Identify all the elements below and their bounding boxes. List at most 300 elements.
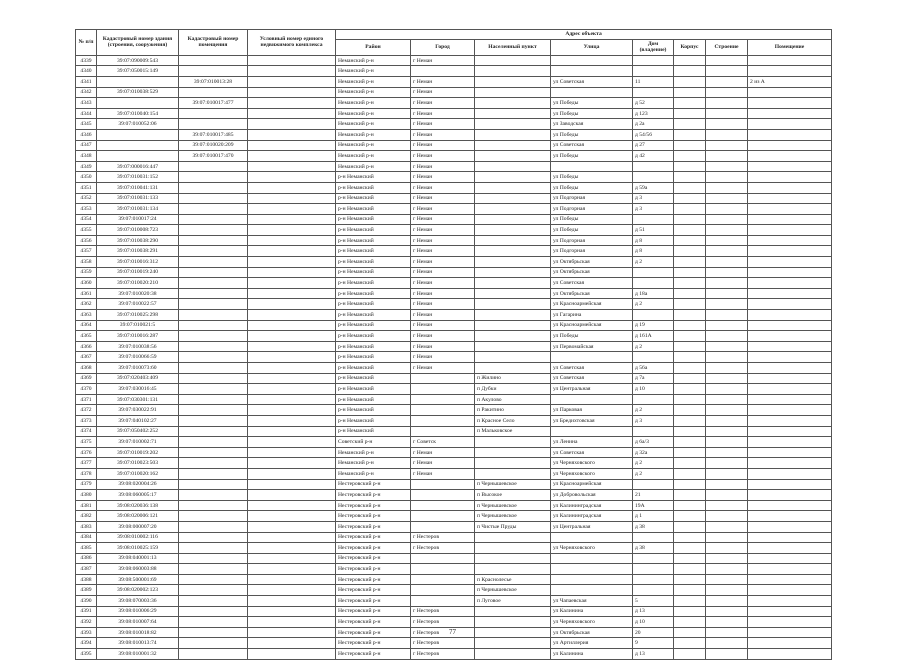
cell-city: г Неман [411, 193, 475, 204]
cell-row-num: 4367 [76, 352, 97, 363]
cell-locality [475, 66, 551, 77]
cell-district: р-н Неманский [336, 246, 411, 257]
cell-korpus [674, 108, 706, 119]
cell-city [411, 426, 475, 437]
cell-cad-room-number [179, 257, 248, 268]
cell-locality: п Чернышевское [475, 511, 551, 522]
cell-pomeshchenie [748, 384, 832, 395]
table-row [76, 479, 832, 490]
cell-street [551, 55, 633, 66]
cell-pomeshchenie [748, 606, 832, 617]
cell-row-num: 4377 [76, 458, 97, 469]
cell-street: ул Чапаевская [551, 596, 633, 607]
col-header-address: Адрес объекта [336, 30, 832, 40]
cell-korpus [674, 521, 706, 532]
cell-locality [475, 606, 551, 617]
table-row [76, 310, 832, 321]
cell-stroenie [706, 246, 748, 257]
cell-korpus [674, 320, 706, 331]
cell-cad-building-number: 39:07:010019:240 [97, 267, 179, 278]
cell-pomeshchenie [748, 225, 832, 236]
cell-cad-building-number: 39:07:010038:291 [97, 246, 179, 257]
cell-cad-room-number [179, 288, 248, 299]
cell-district: Нестеровский р-н [336, 490, 411, 501]
cell-city: г Неман [411, 363, 475, 374]
table-row [76, 468, 832, 479]
cell-house: д 27 [633, 140, 674, 151]
table-row [76, 384, 832, 395]
cell-street [551, 352, 633, 363]
cell-cad-building-number: 39:07:010019:202 [97, 447, 179, 458]
cell-district: Нестеровский р-н [336, 585, 411, 596]
cell-cad-room-number [179, 606, 248, 617]
cell-city: г Нестеров [411, 606, 475, 617]
cell-korpus [674, 140, 706, 151]
cell-korpus [674, 119, 706, 130]
cell-row-num: 4387 [76, 564, 97, 575]
cell-cad-building-number [97, 76, 179, 87]
cell-stroenie [706, 320, 748, 331]
table-row [76, 352, 832, 363]
table-row [76, 182, 832, 193]
col-header-district: Район [336, 39, 411, 55]
cell-house [633, 172, 674, 183]
cell-district: Неманский р-н [336, 129, 411, 140]
cell-korpus [674, 193, 706, 204]
cell-city: г Неман [411, 246, 475, 257]
cell-house: 21 [633, 490, 674, 501]
cell-district: Неманский р-н [336, 151, 411, 162]
cell-locality [475, 299, 551, 310]
cell-cond-number [248, 415, 336, 426]
cell-cad-building-number: 39:07:030301:131 [97, 394, 179, 405]
cell-house: д 161А [633, 331, 674, 342]
cell-cad-building-number: 39:07:010038:56 [97, 341, 179, 352]
cell-city [411, 66, 475, 77]
cell-pomeshchenie [748, 363, 832, 374]
cell-house: д 3 [633, 415, 674, 426]
cell-stroenie [706, 363, 748, 374]
cell-cond-number [248, 331, 336, 342]
cell-district: р-н Неманский [336, 267, 411, 278]
cell-city: г Нестеров [411, 543, 475, 554]
cell-house [633, 426, 674, 437]
cell-street: ул Октябрьская [551, 257, 633, 268]
cell-cond-number [248, 235, 336, 246]
cell-locality [475, 235, 551, 246]
cell-city: г Неман [411, 129, 475, 140]
table-row [76, 553, 832, 564]
cell-street [551, 553, 633, 564]
cell-cad-room-number [179, 479, 248, 490]
cell-row-num: 4365 [76, 331, 97, 342]
cell-korpus [674, 606, 706, 617]
cell-district: Нестеровский р-н [336, 479, 411, 490]
cell-cad-building-number: 39:07:050402:252 [97, 426, 179, 437]
cell-district: р-н Неманский [336, 288, 411, 299]
cell-korpus [674, 564, 706, 575]
cell-cond-number [248, 564, 336, 575]
cell-district: Неманский р-н [336, 447, 411, 458]
cell-pomeshchenie [748, 585, 832, 596]
cell-stroenie [706, 447, 748, 458]
cell-street: ул Победы [551, 172, 633, 183]
cell-cad-building-number [97, 98, 179, 109]
cell-stroenie [706, 574, 748, 585]
cell-pomeshchenie [748, 490, 832, 501]
col-header-street: Улица [551, 39, 633, 55]
cell-cond-number [248, 479, 336, 490]
cell-pomeshchenie [748, 458, 832, 469]
cell-pomeshchenie [748, 437, 832, 448]
table-row [76, 415, 832, 426]
cell-street: ул Советская [551, 373, 633, 384]
cell-street: ул Парковая [551, 405, 633, 416]
cell-locality: п Чернышевское [475, 585, 551, 596]
table-row [76, 363, 832, 374]
cell-street: ул Победы [551, 98, 633, 109]
cell-stroenie [706, 225, 748, 236]
cell-district: р-н Неманский [336, 341, 411, 352]
cell-cond-number [248, 521, 336, 532]
cell-street: ул Черняховского [551, 468, 633, 479]
cell-district: р-н Неманский [336, 384, 411, 395]
cell-city: г Неман [411, 172, 475, 183]
col-header-locality: Населенный пункт [475, 39, 551, 55]
cell-cond-number [248, 278, 336, 289]
cell-city: г Неман [411, 182, 475, 193]
table-row [76, 299, 832, 310]
cell-city [411, 405, 475, 416]
cell-city [411, 415, 475, 426]
cell-city: г Неман [411, 235, 475, 246]
cell-house: д 10 [633, 617, 674, 628]
cell-cad-room-number [179, 352, 248, 363]
table-row [76, 543, 832, 554]
col-header-korpus: Корпус [674, 39, 706, 55]
cell-stroenie [706, 267, 748, 278]
cell-cond-number [248, 596, 336, 607]
cell-korpus [674, 98, 706, 109]
cell-cad-room-number [179, 564, 248, 575]
cell-house: 20 [633, 627, 674, 638]
cell-house [633, 310, 674, 321]
cell-cad-building-number: 39:08:020006:121 [97, 511, 179, 522]
cell-pomeshchenie [748, 278, 832, 289]
cell-row-num: 4343 [76, 98, 97, 109]
cell-korpus [674, 574, 706, 585]
cell-cad-building-number: 39:08:020036:138 [97, 500, 179, 511]
table-row [76, 596, 832, 607]
cell-district: р-н Неманский [336, 394, 411, 405]
cell-cond-number [248, 532, 336, 543]
cell-city: г Неман [411, 288, 475, 299]
cell-cad-room-number [179, 394, 248, 405]
cell-korpus [674, 172, 706, 183]
cell-cad-room-number [179, 108, 248, 119]
cell-pomeshchenie [748, 479, 832, 490]
table-row [76, 649, 832, 660]
cell-cond-number [248, 617, 336, 628]
cell-district: р-н Неманский [336, 405, 411, 416]
cell-house: д 51 [633, 225, 674, 236]
cell-korpus [674, 66, 706, 77]
cell-city: г Неман [411, 468, 475, 479]
cell-street: ул Центральная [551, 521, 633, 532]
cell-pomeshchenie [748, 553, 832, 564]
cell-pomeshchenie [748, 288, 832, 299]
cell-row-num: 4375 [76, 437, 97, 448]
cell-locality [475, 225, 551, 236]
cell-cad-building-number: 39:07:010020:210 [97, 278, 179, 289]
cell-street [551, 585, 633, 596]
cell-korpus [674, 267, 706, 278]
cell-district: Неманский р-н [336, 468, 411, 479]
cell-cad-room-number [179, 363, 248, 374]
table-row [76, 288, 832, 299]
table-row [76, 119, 832, 130]
cell-row-num: 4345 [76, 119, 97, 130]
cell-street: ул Черняховского [551, 458, 633, 469]
table-row [76, 405, 832, 416]
cell-row-num: 4379 [76, 479, 97, 490]
cell-house: д 13 [633, 649, 674, 660]
cell-cad-building-number: 39:08:010002:116 [97, 532, 179, 543]
col-header-city: Город [411, 39, 475, 55]
table-row [76, 606, 832, 617]
cell-pomeshchenie [748, 405, 832, 416]
cell-district: Советский р-н [336, 437, 411, 448]
table-row [76, 564, 832, 575]
cell-street: ул Победы [551, 182, 633, 193]
table-row [76, 511, 832, 522]
cell-street: ул Калининградская [551, 500, 633, 511]
cell-street: ул Подгорная [551, 204, 633, 215]
cell-locality [475, 161, 551, 172]
cell-row-num: 4353 [76, 204, 97, 215]
cell-house: д 2 [633, 468, 674, 479]
cell-house: 5 [633, 596, 674, 607]
cell-pomeshchenie [748, 564, 832, 575]
cell-district: р-н Неманский [336, 182, 411, 193]
cell-city [411, 373, 475, 384]
cell-cad-room-number [179, 521, 248, 532]
cell-korpus [674, 585, 706, 596]
cell-cad-building-number: 39:07:010038:290 [97, 235, 179, 246]
cell-korpus [674, 384, 706, 395]
cell-stroenie [706, 521, 748, 532]
cell-stroenie [706, 564, 748, 575]
cell-cad-building-number: 39:07:010038:529 [97, 87, 179, 98]
cell-cond-number [248, 320, 336, 331]
cell-street: ул Советская [551, 447, 633, 458]
cell-pomeshchenie [748, 320, 832, 331]
cell-pomeshchenie [748, 426, 832, 437]
cell-pomeshchenie [748, 257, 832, 268]
cell-street: ул Победы [551, 214, 633, 225]
cell-district: Нестеровский р-н [336, 596, 411, 607]
cell-cad-room-number [179, 214, 248, 225]
cell-street: ул Калинина [551, 606, 633, 617]
cell-district: Нестеровский р-н [336, 521, 411, 532]
cell-district: Нестеровский р-н [336, 532, 411, 543]
table-row [76, 87, 832, 98]
cell-district: Неманский р-н [336, 98, 411, 109]
cell-street: ул Подгорная [551, 193, 633, 204]
cell-stroenie [706, 426, 748, 437]
table-row [76, 447, 832, 458]
cell-cond-number [248, 553, 336, 564]
cell-street: ул Октябрьская [551, 288, 633, 299]
cell-locality [475, 320, 551, 331]
cell-cad-building-number: 39:08:010018:82 [97, 627, 179, 638]
cell-street: ул Калининградская [551, 511, 633, 522]
cell-cad-building-number: 39:08:020002:123 [97, 585, 179, 596]
cell-korpus [674, 331, 706, 342]
cell-street: ул Подгорная [551, 235, 633, 246]
cell-street: ул Черняховского [551, 543, 633, 554]
cell-locality [475, 363, 551, 374]
cell-street: ул Первомайская [551, 341, 633, 352]
cell-row-num: 4356 [76, 235, 97, 246]
cell-cad-room-number [179, 225, 248, 236]
cell-district: р-н Неманский [336, 299, 411, 310]
cell-cad-room-number [179, 341, 248, 352]
cell-city: г Нестеров [411, 532, 475, 543]
cell-korpus [674, 55, 706, 66]
cell-row-num: 4391 [76, 606, 97, 617]
cell-cond-number [248, 341, 336, 352]
cell-row-num: 4351 [76, 182, 97, 193]
cell-row-num: 4368 [76, 363, 97, 374]
cell-stroenie [706, 511, 748, 522]
cell-stroenie [706, 140, 748, 151]
cell-row-num: 4362 [76, 299, 97, 310]
cell-cad-room-number [179, 585, 248, 596]
cell-locality [475, 543, 551, 554]
cell-locality [475, 55, 551, 66]
cell-locality [475, 649, 551, 660]
cell-row-num: 4376 [76, 447, 97, 458]
cell-district: р-н Неманский [336, 172, 411, 183]
cell-city [411, 511, 475, 522]
cell-street [551, 426, 633, 437]
cell-cad-room-number [179, 373, 248, 384]
cell-city [411, 596, 475, 607]
cell-korpus [674, 373, 706, 384]
cell-cad-room-number [179, 532, 248, 543]
cell-stroenie [706, 585, 748, 596]
cell-cad-building-number: 39:08:010006:29 [97, 606, 179, 617]
cell-city [411, 521, 475, 532]
cell-row-num: 4385 [76, 543, 97, 554]
table-row [76, 426, 832, 437]
cell-row-num: 4349 [76, 161, 97, 172]
cell-cad-room-number [179, 172, 248, 183]
cell-korpus [674, 235, 706, 246]
cell-cond-number [248, 108, 336, 119]
table-row [76, 373, 832, 384]
cell-stroenie [706, 543, 748, 554]
cell-pomeshchenie [748, 204, 832, 215]
table-row [76, 151, 832, 162]
cell-district: р-н Неманский [336, 415, 411, 426]
cell-cad-building-number: 39:07:040102:27 [97, 415, 179, 426]
cell-cad-building-number: 39:08:010007:64 [97, 617, 179, 628]
cell-pomeshchenie [748, 87, 832, 98]
cell-korpus [674, 437, 706, 448]
cell-cond-number [248, 468, 336, 479]
cell-korpus [674, 257, 706, 268]
cell-cad-room-number [179, 278, 248, 289]
cell-cad-building-number: 39:07:010031:134 [97, 204, 179, 215]
cell-korpus [674, 490, 706, 501]
cell-stroenie [706, 278, 748, 289]
cell-cond-number [248, 182, 336, 193]
cell-district: Неманский р-н [336, 108, 411, 119]
registry-sheet [75, 29, 832, 660]
cell-stroenie [706, 384, 748, 395]
cell-cond-number [248, 225, 336, 236]
cell-stroenie [706, 649, 748, 660]
cell-pomeshchenie [748, 151, 832, 162]
cell-row-num: 4370 [76, 384, 97, 395]
cell-pomeshchenie [748, 310, 832, 321]
cell-cond-number [248, 405, 336, 416]
cell-stroenie [706, 468, 748, 479]
cell-cad-building-number: 39:07:010002:71 [97, 437, 179, 448]
cell-city [411, 553, 475, 564]
cell-korpus [674, 288, 706, 299]
cell-street [551, 394, 633, 405]
cell-cad-building-number: 39:08:060003:88 [97, 564, 179, 575]
cell-locality: п Акулово [475, 394, 551, 405]
cell-stroenie [706, 235, 748, 246]
cell-stroenie [706, 479, 748, 490]
cell-house [633, 161, 674, 172]
cell-city: г Неман [411, 151, 475, 162]
cell-pomeshchenie [748, 214, 832, 225]
cell-locality [475, 341, 551, 352]
cell-city: г Неман [411, 331, 475, 342]
cell-korpus [674, 617, 706, 628]
cell-cad-building-number: 39:08:020004:26 [97, 479, 179, 490]
cell-korpus [674, 87, 706, 98]
cell-locality [475, 458, 551, 469]
cell-cad-building-number: 39:08:060005:17 [97, 490, 179, 501]
cell-pomeshchenie: 2 из А [748, 76, 832, 87]
cell-locality [475, 564, 551, 575]
cell-cond-number [248, 426, 336, 437]
cell-row-num: 4340 [76, 66, 97, 77]
cell-house: д 2а [633, 119, 674, 130]
cell-row-num: 4395 [76, 649, 97, 660]
table-row [76, 98, 832, 109]
cell-pomeshchenie [748, 172, 832, 183]
cell-district: р-н Неманский [336, 331, 411, 342]
cell-stroenie [706, 490, 748, 501]
cell-cad-building-number: 39:07:010073:60 [97, 363, 179, 374]
col-header-cond-num: Условный номер единого недвижимого комплекса [248, 30, 336, 56]
cell-city [411, 479, 475, 490]
cell-row-num: 4392 [76, 617, 97, 628]
cell-street: ул Центральная [551, 384, 633, 395]
cell-stroenie [706, 76, 748, 87]
cell-city: г Неман [411, 341, 475, 352]
cell-district: Нестеровский р-н [336, 500, 411, 511]
cell-cad-building-number: 39:07:030022:91 [97, 405, 179, 416]
cell-cad-room-number [179, 182, 248, 193]
